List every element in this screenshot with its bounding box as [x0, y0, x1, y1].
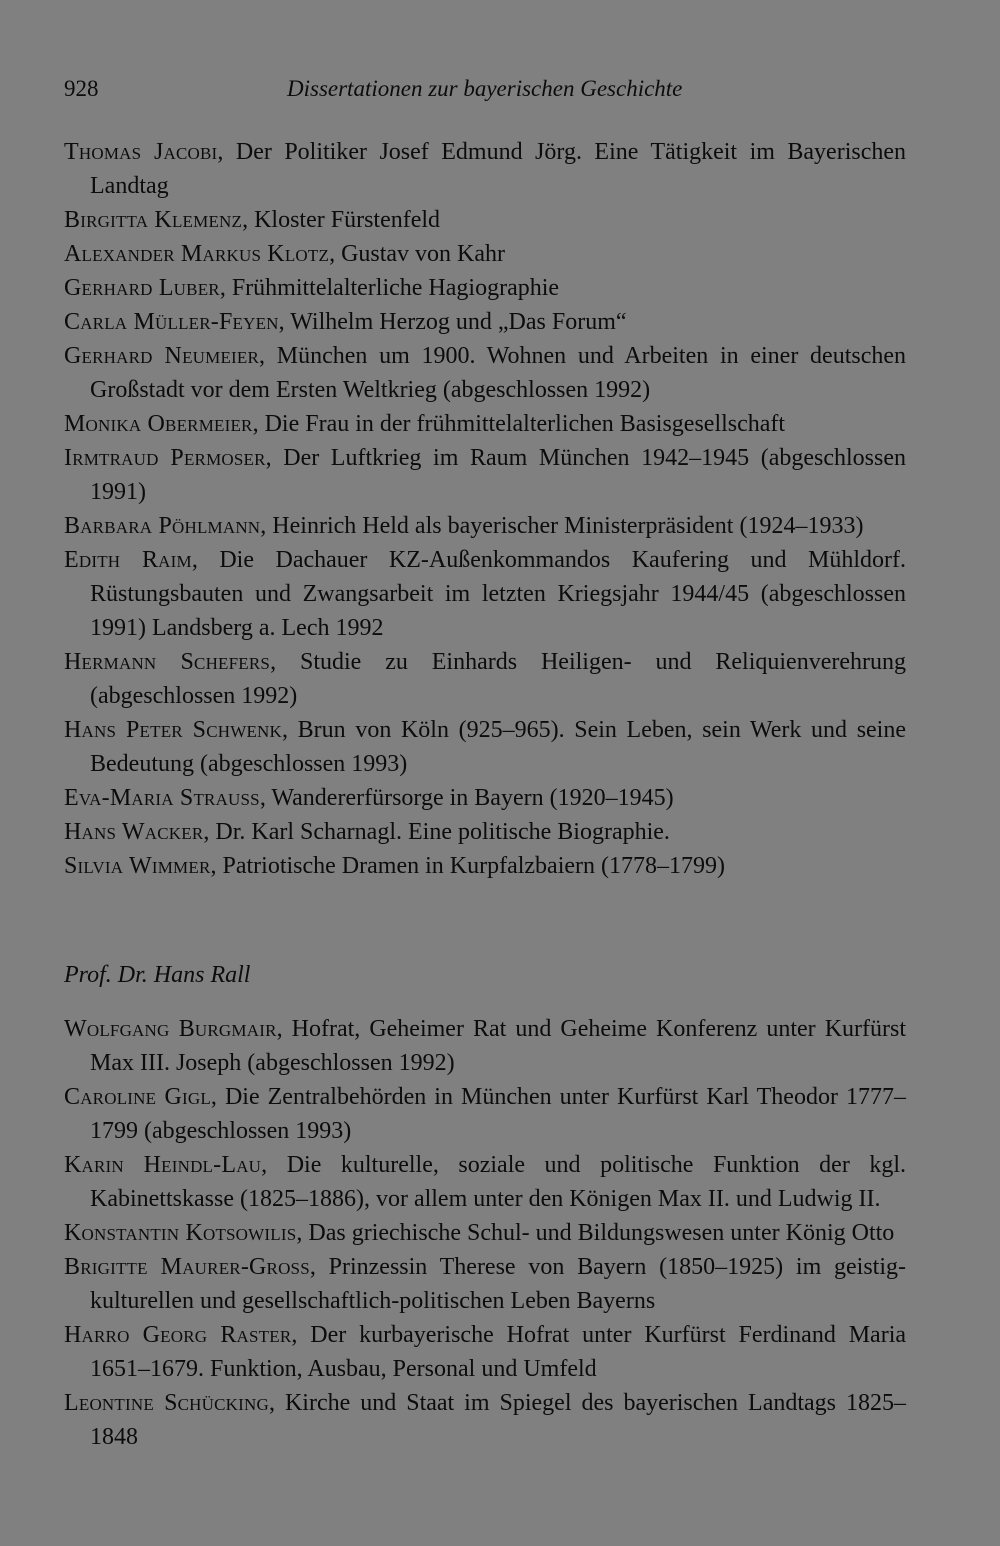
dissertation-entry: Thomas Jacobi, Der Politiker Josef Edmund Jörg. Eine Tätigkeit im Bayerischen Landtag	[64, 139, 906, 199]
entry-author: Birgitta Klemenz	[64, 207, 243, 233]
entry-title: Heinrich Held als bayerischer Ministerpräsident (1924–1933)	[272, 513, 864, 539]
dissertation-entry: Leontine Schücking, Kirche und Staat im Spiegel des bayerischen Landtags 1825–1848	[64, 1390, 906, 1450]
dissertation-entry: Silvia Wimmer, Patriotische Dramen in Kurpfalzbaiern (1778–1799)	[64, 853, 725, 879]
entry-author: Hermann Schefers	[64, 649, 271, 675]
entry-author: Karin Heindl-Lau	[64, 1152, 262, 1178]
entry-title: Frühmittelalterliche Hagiographie	[231, 275, 560, 301]
entry-title: Kirche und Staat im Spiegel des bayerischen Landtags 1825–1848	[90, 1390, 906, 1450]
entry-author: Caroline Gigl	[64, 1084, 211, 1110]
entry-title: Brun von Köln (925–965). Sein Leben, sein Werk und seine Bedeutung (abgeschlossen 1993)	[90, 717, 907, 777]
running-header	[64, 72, 936, 106]
entry-title: Gustav von Kahr	[341, 241, 506, 267]
entry-title: Wandererfürsorge in Bayern (1920–1945)	[271, 785, 674, 811]
entry-title: Die Frau in der frühmittelalterlichen Basisgesellschaft	[264, 411, 786, 437]
entry-author: Irmtraud Permoser	[64, 445, 266, 471]
dissertation-list-a	[64, 135, 906, 883]
entry-title: Hofrat, Geheimer Rat und Geheime Konferenz unter Kurfürst Max III. Joseph (abgeschlossen 1992)	[90, 1016, 907, 1076]
dissertation-entry: Carla Müller-Feyen, Wilhelm Herzog und „Das Forum“	[64, 309, 627, 335]
dissertation-entry: Monika Obermeier, Die Frau in der frühmittelalterlichen Basisgesellschaft	[64, 411, 786, 437]
entry-author: Wolfgang Burgmair	[64, 1016, 277, 1042]
entry-title: Patriotische Dramen in Kurpfalzbaiern (1778–1799)	[222, 853, 725, 879]
entry-title: Prinzessin Therese von Bayern (1850–1925) im geistig-kulturellen und gesellschaftlich-politischen Leben Bayerns	[90, 1254, 906, 1314]
entry-author: Harro Georg Raster	[64, 1322, 292, 1348]
entry-title: Das griechische Schul- und Bildungswesen unter König Otto	[308, 1220, 895, 1246]
entry-author: Brigitte Maurer-Gross	[64, 1254, 310, 1280]
entry-title: München um 1900. Wohnen und Arbeiten in einer deutschen Großstadt vor dem Ersten Weltkrieg (abgeschlossen 1992)	[90, 343, 906, 403]
dissertation-entry: Gerhard Neumeier, München um 1900. Wohnen und Arbeiten in einer deutschen Großstadt vor dem Ersten Weltkrieg (abgeschlossen 1992)	[64, 343, 906, 403]
page-number: 928	[64, 76, 99, 101]
entry-author: Eva-Maria Strauss	[64, 785, 260, 811]
entry-author: Hans Peter Schwenk	[64, 717, 283, 743]
dissertation-entry: Barbara Pöhlmann, Heinrich Held als bayerischer Ministerpräsident (1924–1933)	[64, 513, 864, 539]
dissertation-entry: Hans Peter Schwenk, Brun von Köln (925–965). Sein Leben, sein Werk und seine Bedeutung (abgeschlossen 1993)	[64, 717, 907, 777]
entry-title: Kloster Fürstenfeld	[254, 207, 441, 233]
entry-author: Gerhard Neumeier	[64, 343, 260, 369]
entry-author: Alexander Markus Klotz	[64, 241, 330, 267]
entry-author: Barbara Pöhlmann	[64, 513, 261, 539]
dissertation-entry: Konstantin Kotsowilis, Das griechische Schul- und Bildungswesen unter König Otto	[64, 1220, 895, 1246]
dissertation-entry: Hans Wacker, Dr. Karl Scharnagl. Eine politische Biographie.	[64, 819, 670, 845]
dissertation-entry: Gerhard Luber, Frühmittelalterliche Hagiographie	[64, 275, 560, 301]
entry-author: Silvia Wimmer	[64, 853, 211, 879]
entry-author: Carla Müller-Feyen	[64, 309, 279, 335]
entry-author: Leontine Schücking	[64, 1390, 269, 1416]
dissertation-list-b	[64, 1012, 906, 1454]
dissertation-entry: Harro Georg Raster, Der kurbayerische Hofrat unter Kurfürst Ferdinand Maria 1651–1679. Funktion, Ausbau, Personal und Umfeld	[64, 1322, 907, 1382]
dissertation-entry: Brigitte Maurer-Gross, Prinzessin Therese von Bayern (1850–1925) im geistig-kulturellen und gesellschaftlich-politischen Leben Bayerns	[64, 1254, 906, 1314]
entry-title: Die Zentralbehörden in München unter Kurfürst Karl Theodor 1777–1799 (abgeschlossen 1993)	[90, 1084, 906, 1144]
entry-author: Monika Obermeier	[64, 411, 253, 437]
supervisor-heading: Prof. Dr. Hans Rall	[64, 962, 251, 988]
dissertation-entry: Eva-Maria Strauss, Wandererfürsorge in Bayern (1920–1945)	[64, 785, 674, 811]
entry-title: Dr. Karl Scharnagl. Eine politische Biographie.	[215, 819, 670, 845]
entry-author: Hans Wacker	[64, 819, 204, 845]
dissertation-entry: Hermann Schefers, Studie zu Einhards Heiligen- und Reliquienverehrung (abgeschlossen 1992)	[64, 649, 906, 709]
dissertation-entry: Alexander Markus Klotz, Gustav von Kahr	[64, 241, 506, 267]
dissertation-entry: Birgitta Klemenz, Kloster Fürstenfeld	[64, 207, 441, 233]
dissertation-entry: Wolfgang Burgmair, Hofrat, Geheimer Rat und Geheime Konferenz unter Kurfürst Max III. Joseph (abgeschlossen 1992)	[64, 1016, 907, 1076]
dissertation-entry: Irmtraud Permoser, Der Luftkrieg im Raum München 1942–1945 (abgeschlossen 1991)	[64, 445, 906, 505]
entry-author: Edith Raim	[64, 547, 192, 573]
entry-title: Die kulturelle, soziale und politische Funktion der kgl. Kabinettskasse (1825–1886), vor allem unter den Königen Max II. und Ludwig II.	[90, 1152, 907, 1212]
entry-title: Der kurbayerische Hofrat unter Kurfürst Ferdinand Maria 1651–1679. Funktion, Ausbau, Personal und Umfeld	[90, 1322, 907, 1382]
dissertation-entry: Karin Heindl-Lau, Die kulturelle, soziale und politische Funktion der kgl. Kabinettskasse (1825–1886), vor allem unter den Königen Max II. und Ludwig II.	[64, 1152, 907, 1212]
dissertation-entry: Edith Raim, Die Dachauer KZ-Außenkommandos Kaufering und Mühldorf. Rüstungsbauten und Zwangsarbeit im letzten Kriegsjahr 1944/45 (abgeschlossen 1991) Landsberg a. Lech 1992	[64, 547, 906, 641]
entry-author: Konstantin Kotsowilis	[64, 1220, 297, 1246]
entry-author: Gerhard Luber	[64, 275, 220, 301]
dissertation-entry: Caroline Gigl, Die Zentralbehörden in München unter Kurfürst Karl Theodor 1777–1799 (abgeschlossen 1993)	[64, 1084, 906, 1144]
entry-title: Der Politiker Josef Edmund Jörg. Eine Tätigkeit im Bayerischen Landtag	[90, 139, 906, 199]
entry-author: Thomas Jacobi	[64, 139, 218, 165]
entry-title: Der Luftkrieg im Raum München 1942–1945 (abgeschlossen 1991)	[90, 445, 906, 505]
entry-title: Die Dachauer KZ-Außenkommandos Kaufering und Mühldorf. Rüstungsbauten und Zwangsarbeit im letzten Kriegsjahr 1944/45 (abgeschlossen 1991) Landsberg a. Lech 1992	[90, 547, 906, 641]
entry-title: Studie zu Einhards Heiligen- und Reliquienverehrung (abgeschlossen 1992)	[90, 649, 906, 709]
entry-title: Wilhelm Herzog und „Das Forum“	[290, 309, 627, 335]
running-title: Dissertationen zur bayerischen Geschichte	[287, 76, 683, 101]
